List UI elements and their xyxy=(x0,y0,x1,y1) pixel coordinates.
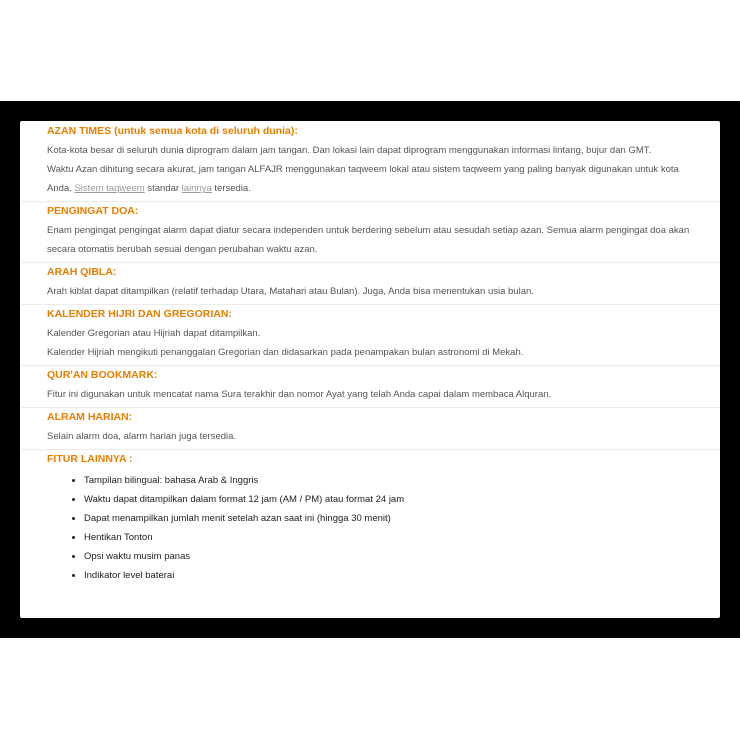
section-quran-bookmark xyxy=(20,366,720,408)
paragraph: secara otomatis berubah sesuai dengan perubahan waktu azan. xyxy=(47,244,318,255)
paragraph: Kota-kota besar di seluruh dunia diprogram dalam jam tangan. Dan lokasi lain dapat diprogram menggunakan informasi lintang, bujur dan GMT. xyxy=(47,145,652,156)
list-item: • Waktu dapat ditampilkan dalam format 12 jam (AM / PM) atau format 24 jam xyxy=(84,490,720,509)
section-heading: AZAN TIMES (untuk semua kota di seluruh dunia): xyxy=(47,125,298,137)
section-heading: FITUR LAINNYA : xyxy=(47,453,133,465)
section-heading: KALENDER HIJRI DAN GREGORIAN: xyxy=(47,308,232,320)
list-item: • Dapat menampilkan jumlah menit setelah azan saat ini (hingga 30 menit) xyxy=(84,509,720,528)
list-item: • Hentikan Tonton xyxy=(84,528,720,547)
section-heading: PENGINGAT DOA: xyxy=(47,205,139,217)
section-heading: ALRAM HARIAN: xyxy=(47,411,133,423)
paragraph: Fitur ini digunakan untuk mencatat nama Sura terakhir dan nomor Ayat yang telah Anda capai dalam membaca Alquran. xyxy=(47,389,552,400)
section-arah-qibla xyxy=(20,263,720,305)
list-item: • Indikator level baterai xyxy=(84,566,720,585)
list-item: • Opsi waktu musim panas xyxy=(84,547,720,566)
text: tersedia. xyxy=(211,183,251,194)
section-alram-harian xyxy=(20,408,720,450)
feature-list xyxy=(20,471,720,585)
text: standar xyxy=(144,183,182,194)
paragraph: Enam pengingat pengingat alarm dapat diatur secara independen untuk berdering sebelum atau sesudah setiap azan. Semua alarm pengingat doa akan xyxy=(47,225,690,236)
section-kalender xyxy=(20,305,720,366)
list-item: • Tampilan bilingual: bahasa Arab & Inggris xyxy=(84,471,720,490)
section-pengingat-doa xyxy=(20,202,720,263)
paragraph: Arah kiblat dapat ditampilkan (relatif terhadap Utara, Matahari atau Bulan). Juga, Anda bisa menentukan usia bulan. xyxy=(47,286,534,297)
section-heading: QUR'AN BOOKMARK: xyxy=(47,369,158,381)
section-heading: ARAH QIBLA: xyxy=(47,266,117,278)
product-description-panel xyxy=(20,121,720,618)
paragraph: Kalender Gregorian atau Hijriah dapat ditampilkan. xyxy=(47,328,261,339)
text: Anda. xyxy=(47,183,75,194)
section-fitur-lainnya xyxy=(20,450,720,588)
link-sistem-taqweem[interactable]: Sistem taqweem xyxy=(74,183,145,194)
paragraph: Selain alarm doa, alarm harian juga tersedia. xyxy=(47,431,237,442)
paragraph xyxy=(20,179,720,198)
link-lainnya[interactable]: lainnya xyxy=(181,183,212,194)
paragraph: Kalender Hijriah mengikuti penanggalan Gregorian dan didasarkan pada penampakan bulan astronomi di Mekah. xyxy=(47,347,524,358)
section-azan-times xyxy=(20,121,720,202)
paragraph: Waktu Azan dihitung secara akurat, jam tangan ALFAJR menggunakan taqweem lokal atau sistem taqweem yang paling banyak digunakan untuk kota xyxy=(47,164,679,175)
